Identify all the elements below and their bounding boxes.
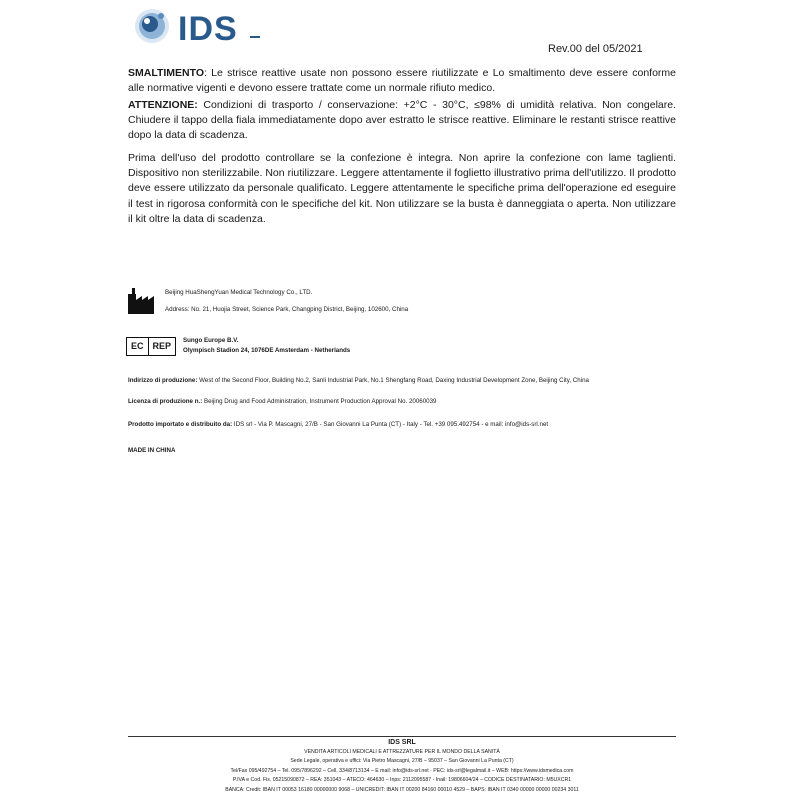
importer-info [128, 420, 676, 431]
manufacturer-name: Beijing HuaShengYuan Medical Technology Co., LTD. [165, 289, 313, 296]
disposal-paragraph [128, 66, 676, 96]
production-license-label: Licenza di produzione n.: [128, 398, 203, 405]
revision-label: Rev.00 del 05/2021 [548, 43, 643, 55]
made-in-label: MADE IN CHINA [128, 447, 176, 454]
logo-text: IDS [178, 10, 238, 48]
disposal-label: SMALTIMENTO [128, 67, 205, 79]
importer-label: Prodotto importato e distribuito da: [128, 421, 233, 428]
footer-divider [128, 736, 676, 737]
importer-text: IDS srl - Via P. Mascagni, 27/B - San Giovanni La Punta (CT) - Italy - Tel. +39 095.492754 - e mail: info@ids-srl.net [232, 421, 549, 428]
ec-rep-address: Olympisch Stadion 24, 1076DE Amsterdam - Netherlands [183, 347, 351, 354]
footer-line-4: P.IVA e Cod. Fis. 05215090872 – REA: 351043 – ATECO: 464630 – Inps: 2112095587 - Inail: 19806604/24 – CODICE DESTINATARIO: M5UXCR1 [232, 777, 572, 783]
manufacturer-icon [126, 286, 156, 316]
rep-label: REP [148, 338, 176, 355]
ec-rep-symbol [126, 337, 176, 356]
production-address-text: West of the Second Floor, Building No.2, Sanli Industrial Park, No.1 Shengfang Road, Daxing Industrial Development Zone, Beijing City, China [197, 377, 589, 384]
footer-line-1: VENDITA ARTICOLI MEDICALI E ATTREZZATURE PER IL MONDO DELLA SANITÀ [304, 749, 500, 755]
disposal-text: : Le strisce reattive usate non possono essere riutilizzate e Lo smaltimento deve essere conforme alle normative vigenti e devono essere trattate come un normale rifiuto medico. [128, 67, 676, 95]
usage-paragraph: Prima dell'uso del prodotto controllare se la confezione è integra. Non aprire la confezione con lame taglienti. Dispositivo non sterilizzabile. Non riutilizzare. Leggere attentamente il foglietto illustrativo prima dell'utilizzo. Il prodotto deve essere utilizzato da personale qualificato. Leggere attentamente le specifiche prima dell'operazione ed eseguire il test in rigorosa conformità con le specifiche del kit. Non utilizzare se la busta è danneggiata o aperta. Non utilizzare il kit oltre la data di scadenza. [128, 152, 676, 225]
production-license-text: Beijing Drug and Food Administration, Instrument Production Approval No. 20060039 [202, 398, 437, 405]
warning-label: ATTENZIONE: [128, 99, 198, 111]
footer-line-2: Sede Legale, operativa e uffici: Via Pietro Mascagni, 27/B – 95037 – San Giovanni La Punta (CT) [290, 758, 514, 764]
production-license [128, 397, 676, 408]
ids-logo [130, 6, 270, 46]
manufacturer-address: Address: No. 21, Huojia Street, Science Park, Changping District, Beijing, 102600, China [165, 306, 409, 313]
ec-rep-name: Sungo Europe B.V. [183, 337, 239, 344]
production-address [128, 376, 676, 387]
logo-underline [250, 36, 260, 38]
ids-logo-icon [130, 6, 176, 46]
footer-line-3: Tel/Fax 095/492754 – Tel. 095/7896292 – Cell. 334/8713134 – E mail: info@ids-srl.net · PEC: ids-srl@legalmail.it – WEB: https://www.idsmedica.com [230, 768, 574, 774]
footer-company: IDS SRL [388, 739, 416, 746]
footer-line-5: BANCA: Credit: IBAN IT 00053 16180 00000000 9068 – UNICREDIT: IBAN IT 00200 84160 00010 4529 – BAPS: IBAN IT 0340 00000 00000 00234 3011 [225, 787, 579, 793]
ec-label: EC [131, 341, 144, 351]
warning-paragraph [128, 98, 676, 144]
production-address-label: Indirizzo di produzione: [128, 377, 198, 384]
warning-text: Condizioni di trasporto / conservazione: +2°C - 30°C, ≤98% di umidità relativa. Non congelare. Chiudere il tappo della fiala immediatamente dopo aver estratto le strisce reattive. Eliminare le restanti strisce reattive dopo la data di scadenza. [128, 99, 676, 142]
